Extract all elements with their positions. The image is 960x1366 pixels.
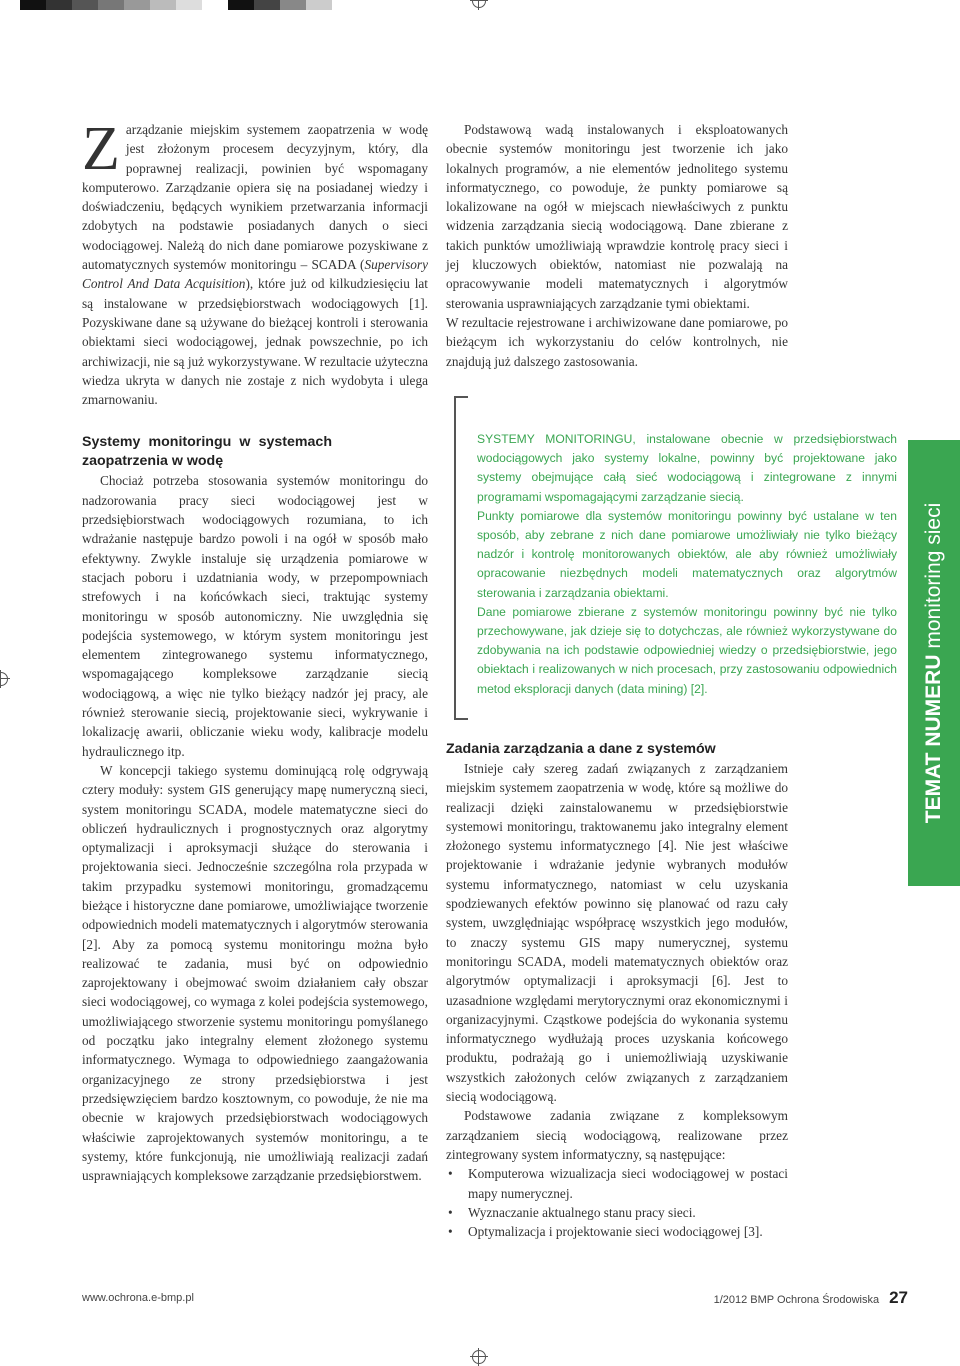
list-item: • Wyznaczanie aktualnego stanu pracy sieci. <box>446 1203 788 1222</box>
issue-label: 1/2012 BMP Ochrona Środowiska <box>713 1294 880 1306</box>
list-item: • Komputerowa wizualizacja sieci wodociągowej w postaci mapy numerycznej. <box>446 1164 788 1203</box>
paragraph: W koncepcji takiego systemu dominującą rolę odgrywają cztery moduły: system GIS generujący mapę numeryczną sieci, system monitoringu SCADA, modele matematyczne sieci do obliczeń hydraulicznych i prognostycznych oraz algorytmy optymalizacji i aproksymacji służące do sterowania i projektowania sieci. Jednocześnie szczególna rola przypada w takim przypadku systemowi monitoringu, gromadzącemu bieżące i historyczne dane pomiarowe, umożliwiające tworzenie odpowiednich modeli matematycznych i algorytmów sterowania [2]. Aby za pomocą systemu monitoringu można było realizować te zadania, musi być on odpowiednio zaprojektowany i obejmować swoim działaniem cały obszar sieci wodociągowej, co wymaga z kolei podejścia systemowego, umożliwiającego stworzenie systemu monitoringu pomyślanego od początku jako integralny element złożonego systemu informatycznego. Wymaga to odpowiedniego zaangażowania organizacyjnego ze strony przedsiębiorstwa i jest przedsięwzięciem bardzo kosztownym, co powoduje, że nie ma obecnie w krajowych przedsiębiorstwach wodociągowych właściwie zaprojektowanych systemów monitoringu, a te systemy, które funkcjonują, nie umożliwiają realizacji zadań usprawniających kompleksowe zarządzanie przedsiębiorstwem. <box>82 762 428 1184</box>
bullet-list <box>446 1164 788 1241</box>
printer-color-bar <box>20 0 332 10</box>
section-tab-label: TEMAT NUMERU monitoring sieci <box>922 502 945 824</box>
section-heading: Systemy monitoringu w systemach zaopatrzenia w wodę <box>82 434 332 470</box>
highlight-box <box>477 430 897 699</box>
registration-mark-icon <box>0 672 8 686</box>
section-heading: Zadania zarządzania a dane z systemów <box>446 741 716 757</box>
registration-mark-icon <box>472 1350 486 1364</box>
box-paragraph: Punkty pomiarowe dla systemów monitoringu powinny być ustalane w ten sposób, aby zebrane z nich dane pomiarowe umożliwiały nie tylko bieżący nadzór i kontrolę monitorowanych obiektów, ale aby również umożliwiały opracowanie niezbędnych modeli matematycznych oraz algorytmów sterowania i zarządzania obiektami. <box>477 508 897 600</box>
section-tab <box>908 440 960 886</box>
paragraph: Istnieje cały szereg zadań związanych z zarządzaniem miejskim systemem zaopatrzenia w wodę, które są możliwe do realizacji dzięki zainstalowanemu w przedsiębiorstwie systemowi monitoringu, traktowanemu jako integralny element złożonego systemu informatycznego [4]. Nie jest właściwe projektowanie i wdrażanie jedynie wybranych modułów systemu informatycznego, natomiast w celu uzyskania spodziewanych efektów powinno się planować od razu cały system, uwzględniając współpracę wszystkich jego modułów, to znaczy systemu GIS mapy numerycznej, systemu monitoringu SCADA, modeli matematycznych obiektów oraz algorytmów optymalizacji i aproksymacji [6]. Jest to uzasadnione względami merytorycznymi oraz ekonomicznymi i organizacyjnymi. Cząstkowe podejścia do wykonania systemu informatycznego wydłużają proces uzyskania końcowego produktu, podrażają go i uniemożliwiają uzyskiwanie wszystkich założonych celów związanych z zarządzaniem siecią wodociągową. <box>446 761 788 1105</box>
box-paragraph: Dane pomiarowe zbierane z systemów monitoringu powinny być nie tylko przechowywane, jak dzieje się to dotychczas, ale również wykorzystywane do zdobywania na ich podstawie odpowiedniej wiedzy o przedsiębiorstwie, jego obiektach i realizowanych w nich procesach, przy zastosowaniu odpowiednich metod eksploracji danych (data mining) [2]. <box>477 604 897 696</box>
paragraph: Podstawową wadą instalowanych i eksploatowanych obecnie systemów monitoringu jest tworzenie ich jako lokalnych programów, a nie elementów jednolitego systemu informatycznego, co powoduje, że punkty pomiarowe są lokalizowane na ogół w miejscach niewłaściwych z punktu widzenia zarządzania siecią wodociągową. Dane zbierane z takich punktów umożliwiają wprawdzie kontrolę pracy sieci i jej kluczowych obiektów, natomiast nie pozwalają na opracowywanie modeli matematycznych i algorytmów sterowania usprawniających zarządzanie tymi obiektami. <box>446 122 788 311</box>
column-left <box>82 115 428 1185</box>
paragraph: W rezultacie rejestrowane i archiwizowane dane pomiarowe, po bieżącym ich wykorzystaniu do celów kontrolnych, nie znajdują już dalszego zastosowania. <box>446 314 788 369</box>
dropcap: Z <box>82 115 120 183</box>
footer-issue <box>714 1288 908 1308</box>
list-item: • Optymalizacja i projektowanie sieci wodociągowej [3]. <box>446 1222 788 1241</box>
page-number: 27 <box>889 1288 908 1307</box>
column-right-top <box>446 120 788 371</box>
footer-url: www.ochrona.e-bmp.pl <box>82 1292 194 1304</box>
paragraph: Podstawowe zadania związane z kompleksowym zarządzaniem siecią wodociągową, realizowane przez zintegrowany system informatyczny, są następujące: <box>446 1108 788 1162</box>
paragraph: Chociaż potrzeba stosowania systemów monitoringu do nadzorowania pracy sieci wodociągowej jest w przedsiębiorstwach wodociągowych rozumiana, to ich wdrażanie następuje bardzo powoli i na ogół w sposób mało efektywny. Zwykle instaluje się urządzenia pomiarowe w stacjach poboru i uzdatniania wody, w przepompowniach strefowych i na końcówkach sieci, traktując systemy monitoringu w sposób autonomiczny. Nie uwzględnia się podejścia systemowego, w którym system monitoringu jest elementem zintegrowanego systemu informatycznego, wspomagającego kompleksowe zarządzanie siecią wodociągową, a więc nie tylko bieżący nadzór jej pracy, ale również sterowanie siecią, projektowanie sieci, wykrywanie i lokalizację awarii, obliczanie wieku wody, kalibracje modelu hydraulicznego itp. <box>82 473 428 759</box>
box-bracket <box>454 396 468 720</box>
intro-paragraph: Zarządzanie miejskim systemem zaopatrzenia w wodę jest złożonym procesem decyzyjnym, który, dla poprawnej realizacji, powinien być wspomagany komputerowo. Zarządzanie opiera się na posiadanej wiedzy i doświadczeniu, będących wynikiem przetwarzania informacji zdobytych na podstawie posiadanych danych o sieci wodociągowej. Należą do nich dane pomiarowe pozyskiwane z automatycznych systemów monitoringu – SCADA (Supervisory Control And Data Acquisition), które już od kilkudziesięciu lat są instalowane w przedsiębiorstwach wodociągowych [1]. Pozyskiwane dane są używane do bieżącej kontroli i sterowania obiektami sieci wodociągowej, jednak powszechnie, po ich archiwizacji, nie są już wykorzystywane. W rezultacie użyteczna wiedza ukryta w danych nie zostaje z nich wydobyta i ulega zmarnowaniu. <box>82 115 428 408</box>
box-paragraph: SYSTEMY MONITORINGU, instalowane obecnie w przedsiębiorstwach wodociągowych jako systemy lokalne, powinny być projektowane jako systemy obejmujące całą sieć wodociągową i zintegrowane z innymi programami wspomagającymi zarządzanie siecią. <box>477 432 897 504</box>
registration-mark-icon <box>472 0 486 8</box>
column-right-bottom <box>446 740 788 1241</box>
